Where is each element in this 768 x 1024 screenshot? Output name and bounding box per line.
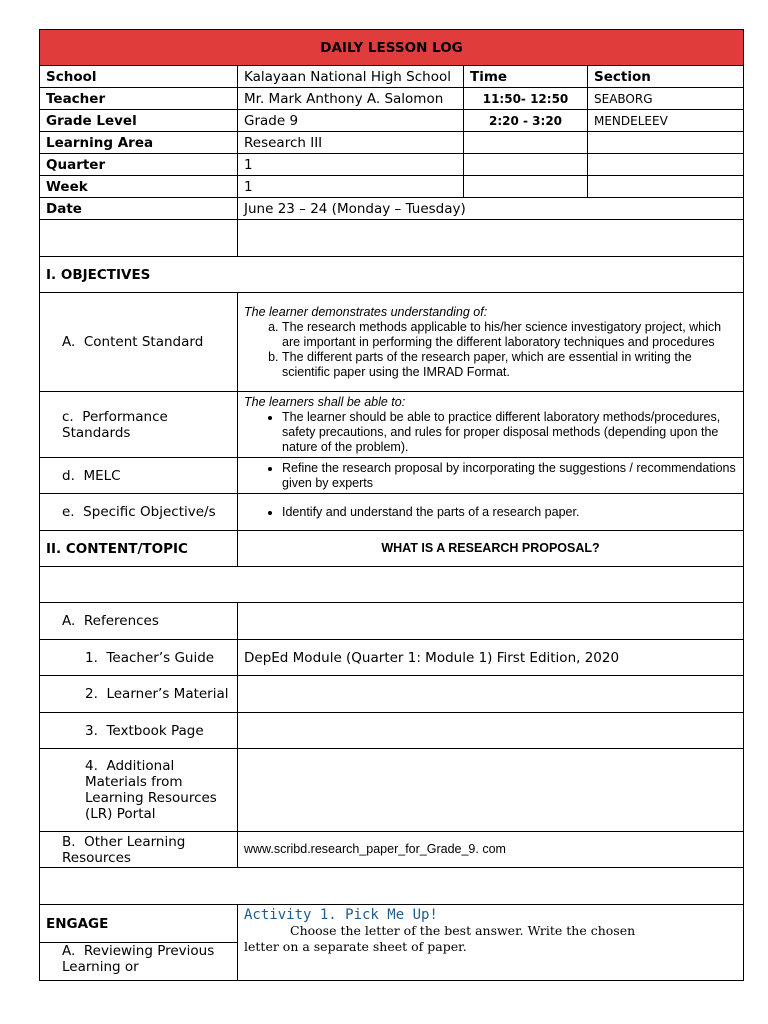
learning-area-label: Learning Area [40,132,238,154]
list-item: b. The different parts of the research paper, which are essential in writing the scientific paper using the IMRAD Format. [282,350,737,380]
document-title: DAILY LESSON LOG [40,30,744,66]
learners-material-label: 2. Learner’s Material [40,676,238,713]
specific-objectives-label: e. Specific Objective/s [40,494,238,531]
list-item: • Refine the research proposal by incorporating the suggestions / recommendations given by experts [282,461,737,491]
learning-area-value: Research III [238,132,464,154]
time-slot-1: 11:50- 12:50 [464,88,588,110]
activity-instructions: Choose the letter of the best answer. Write the chosen letter on a separate sheet of paper. [244,923,636,954]
empty-cell [464,176,588,198]
teacher-value: Mr. Mark Anthony A. Salomon [238,88,464,110]
week-label: Week [40,176,238,198]
engage-heading: ENGAGE [40,905,238,943]
section-1: SEABORG [588,88,744,110]
content-topic-heading: II. CONTENT/TOPIC [40,531,238,567]
empty-cell [588,132,744,154]
activity-title: Activity 1. Pick Me Up! [244,907,438,923]
melc-label: d. MELC [40,458,238,494]
specific-list [244,505,737,520]
empty-cell [464,132,588,154]
grade-label: Grade Level [40,110,238,132]
performance-intro: The learners shall be able to: [244,394,406,409]
content-standard-list [244,320,737,380]
empty-cell [464,154,588,176]
school-value: Kalayaan National High School [238,66,464,88]
textbook-page-label: 3. Textbook Page [40,713,238,749]
spacer-cell [40,220,238,257]
performance-standards-label: c. Performance Standards [40,392,238,458]
references-value [238,603,744,640]
list-item: a. The research methods applicable to his/her science investigatory project, which are important in performing the different laboratory techniques and procedures [282,320,737,350]
melc-cell [238,458,744,494]
teachers-guide-value: DepEd Module (Quarter 1: Module 1) First Edition, 2020 [238,640,744,676]
teacher-label: Teacher [40,88,238,110]
performance-list [244,410,737,455]
grade-value: Grade 9 [238,110,464,132]
content-standard-cell [238,293,744,392]
melc-list [244,461,737,491]
time-label: Time [464,66,588,88]
date-value: June 23 – 24 (Monday – Tuesday) [238,198,744,220]
content-standard-intro: The learner demonstrates understanding of: [244,304,488,319]
section-2: MENDELEEV [588,110,744,132]
list-item: • Identify and understand the parts of a research paper. [282,505,737,520]
other-resources-label: B. Other Learning Resources [40,832,238,868]
spacer-cell [238,220,744,257]
section-label: Section [588,66,744,88]
content-standard-label: A. Content Standard [40,293,238,392]
list-item: • The learner should be able to practice different laboratory methods/procedures, safety precautions, and rules for proper disposal methods (depending upon the nature of the problem). [282,410,737,455]
objectives-heading: I. OBJECTIVES [40,257,744,293]
quarter-value: 1 [238,154,464,176]
additional-materials-label: 4. Additional Materials from Learning Resources (LR) Portal [40,749,238,832]
additional-materials-value [238,749,744,832]
reviewing-label: A. Reviewing Previous Learning or [40,943,238,981]
empty-cell [588,154,744,176]
spacer-cell [40,868,744,905]
daily-lesson-log-table [39,29,744,981]
quarter-label: Quarter [40,154,238,176]
topic-title: WHAT IS A RESEARCH PROPOSAL? [238,531,744,567]
time-slot-2: 2:20 - 3:20 [464,110,588,132]
spacer-cell [40,567,744,603]
week-value: 1 [238,176,464,198]
other-resources-value: www.scribd.research_paper_for_Grade_9. com [238,832,744,868]
teachers-guide-label: 1. Teacher’s Guide [40,640,238,676]
activity-cell [238,905,744,981]
textbook-page-value [238,713,744,749]
date-label: Date [40,198,238,220]
references-label: A. References [40,603,238,640]
school-label: School [40,66,238,88]
learners-material-value [238,676,744,713]
specific-objectives-cell [238,494,744,531]
empty-cell [588,176,744,198]
performance-standards-cell [238,392,744,458]
